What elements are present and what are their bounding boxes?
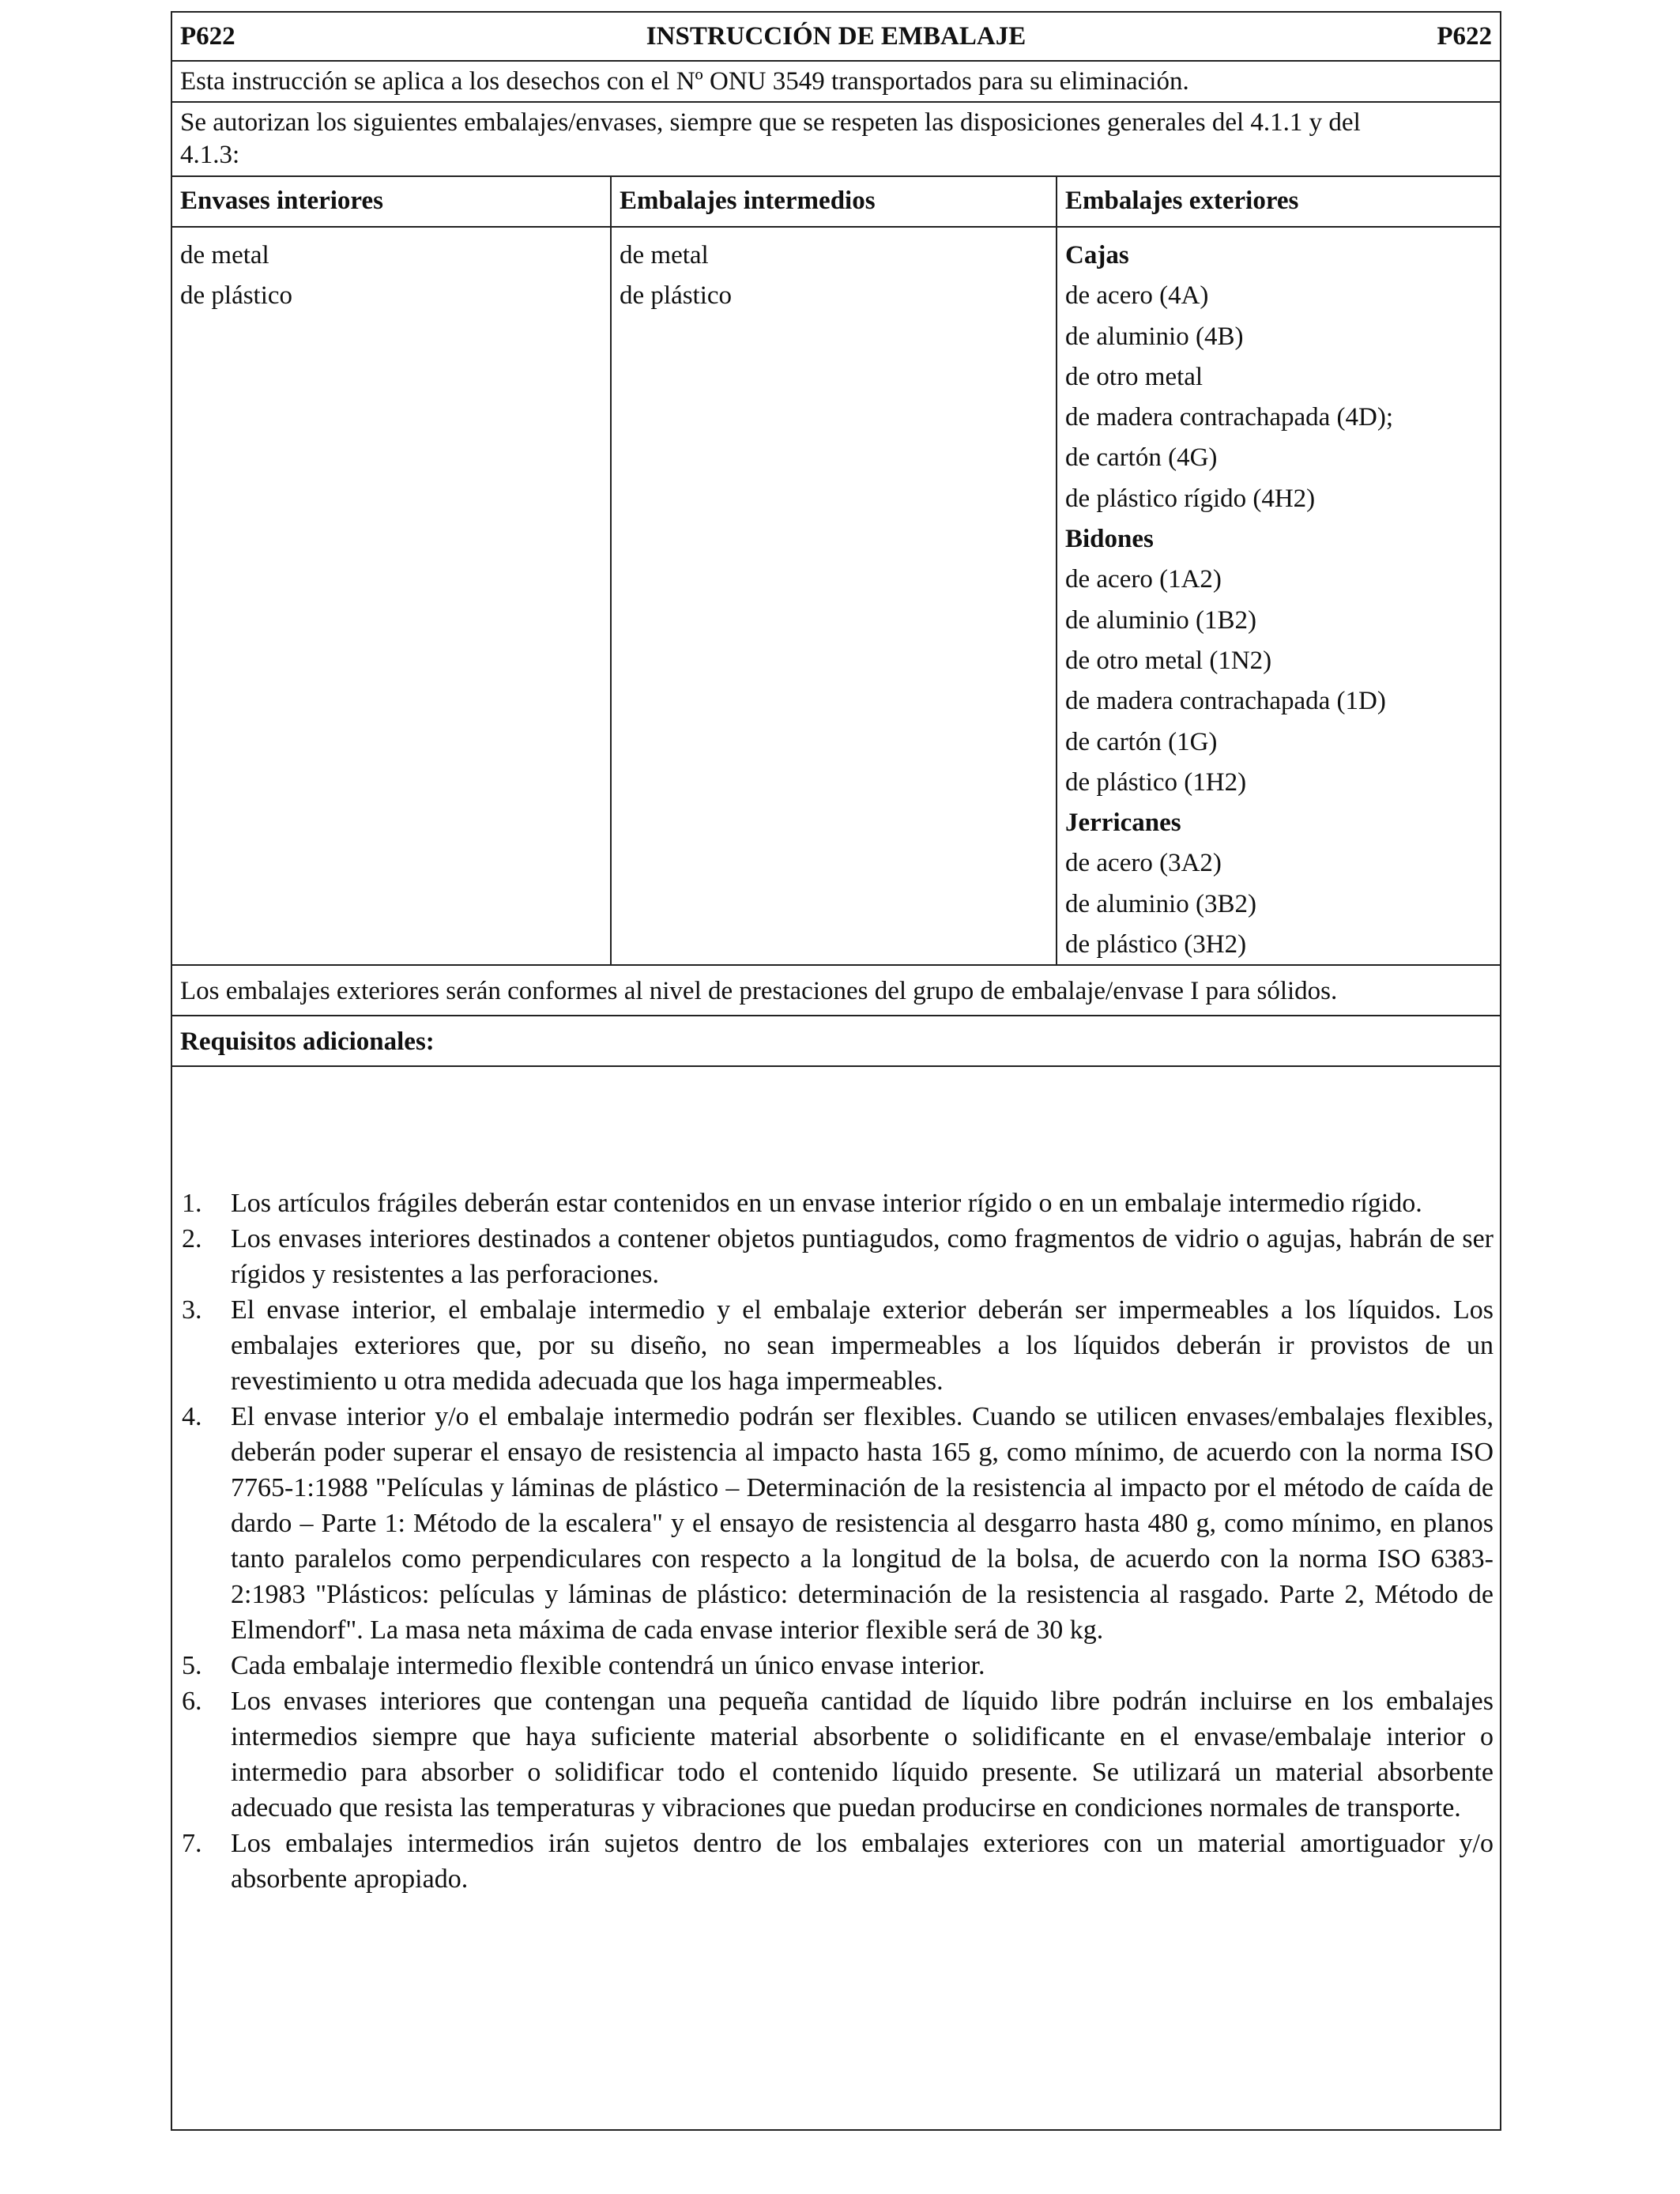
requirement-text: Los envases interiores destinados a contener objetos puntiagudos, como fragmentos de vidrio o agujas, habrán de ser rígidos y resistentes a las perforaciones. (231, 1224, 1494, 1289)
performance-note: Los embalajes exteriores serán conformes al nivel de prestaciones del grupo de embalaje/envase I para sólidos. (180, 977, 1338, 1005)
requirement-item (180, 1221, 1494, 1292)
outer-packaging-item: de cartón (4G) (1065, 443, 1218, 473)
additional-requirements-label: Requisitos adicionales: (180, 1027, 435, 1056)
outer-packaging-item: de otro metal (1065, 362, 1203, 391)
outer-packaging-item: de aluminio (3B2) (1065, 889, 1256, 918)
column-header-inner: Envases interiores (180, 187, 383, 215)
inner-packaging-item: de plástico (180, 281, 293, 311)
performance-row (172, 966, 1500, 1016)
inner-packagings-list (180, 236, 292, 317)
requirement-number: 1. (182, 1189, 202, 1218)
page-title: INSTRUCCIÓN DE EMBALAJE (646, 22, 1026, 51)
header-row (172, 13, 1500, 62)
requirement-item (180, 1683, 1494, 1826)
requirement-text: Los envases interiores que contengan una pequeña cantidad de líquido libre podrán incluirse en los embalajes intermedios siempre que haya suficiente material absorbente o solidificante en el envase/embalaje interior o intermedio para absorber o solidificar todo el contenido líquido presente. Se utilizará un material absorbente adecuado que resista las temperaturas y vibraciones que puedan producirse en condiciones normales de transporte. (231, 1687, 1494, 1823)
outer-packaging-item: de acero (3A2) (1065, 849, 1222, 878)
packagings-row (172, 228, 1500, 966)
additional-requirements-row (172, 1016, 1500, 1067)
outer-packaging-item: de otro metal (1N2) (1065, 646, 1272, 675)
outer-packaging-group-heading: Jerricanes (1065, 809, 1181, 838)
requirement-number: 3. (182, 1295, 202, 1325)
packing-instruction-table (171, 11, 1501, 2131)
instruction-code-right: P622 (1437, 22, 1492, 51)
outer-packaging-item: de aluminio (4B) (1065, 322, 1244, 351)
requirement-item (180, 1826, 1494, 1897)
column-header-cell (612, 177, 1057, 226)
requirement-number: 5. (182, 1651, 202, 1680)
intermediate-packaging-item: de plástico (620, 281, 733, 311)
authorization-text: Se autorizan los siguientes embalajes/envases, siempre que se respeten las disposiciones generales del 4.1.1 y del 4.1.3: (180, 108, 1361, 169)
column-header-cell (172, 177, 612, 226)
outer-packaging-item: de plástico (1H2) (1065, 767, 1247, 797)
authorization-row (172, 103, 1500, 177)
requirement-item (180, 1399, 1494, 1648)
requirement-text: El envase interior y/o el embalaje intermedio podrán ser flexibles. Cuando se utilicen envases/embalajes flexibles, deberán poder superar el ensayo de resistencia al impacto hasta 165 g, como mínimo, de acuerdo con la norma ISO 7765-1:1988 "Películas y láminas de plástico – Determinación de la resistencia al impacto por el método de caída de dardo – Parte 1: Método de la escalera" y el ensayo de resistencia al desgarro hasta 480 g, como mínimo, en planos tanto paralelos como perpendiculares con respecto a la longitud de la bolsa, de acuerdo con la norma ISO 6383-2:1983 "Plásticos: películas y láminas de plástico: determinación de la resistencia al rasgado. Parte 2, Método de Elmendorf". La masa neta máxima de cada envase interior flexible será de 30 kg. (231, 1402, 1494, 1645)
instruction-code-left: P622 (180, 22, 235, 51)
intermediate-packagings-list (620, 236, 732, 317)
outer-packaging-item: de cartón (1G) (1065, 727, 1218, 756)
outer-packaging-item: de acero (4A) (1065, 281, 1209, 311)
requirement-number: 2. (182, 1224, 202, 1253)
column-header-cell (1057, 177, 1500, 226)
outer-packaging-item: de plástico rígido (4H2) (1065, 484, 1316, 513)
requirement-item (180, 1186, 1494, 1221)
requirement-number: 6. (182, 1687, 202, 1716)
requirements-list (180, 1186, 1494, 1897)
requirement-item (180, 1292, 1494, 1399)
requirements-cell (172, 1067, 1500, 2129)
applies-row (172, 62, 1500, 103)
intermediate-packaging-item: de metal (620, 241, 709, 270)
outer-packagings-list (1065, 236, 1393, 965)
outer-packaging-item: de plástico (3H2) (1065, 930, 1247, 959)
outer-packaging-item: de madera contrachapada (1D) (1065, 687, 1386, 716)
outer-packaging-item: de madera contrachapada (4D); (1065, 403, 1394, 432)
requirement-text: Cada embalaje intermedio flexible contendrá un único envase interior. (231, 1651, 985, 1680)
outer-packaging-item: de aluminio (1B2) (1065, 605, 1256, 635)
column-header-outer: Embalajes exteriores (1065, 187, 1299, 215)
outer-packagings-cell (1057, 228, 1500, 964)
outer-packaging-item: de acero (1A2) (1065, 565, 1222, 594)
requirement-number: 7. (182, 1829, 202, 1858)
outer-packaging-group-heading: Bidones (1065, 525, 1154, 554)
column-headers-row (172, 177, 1500, 228)
requirement-number: 4. (182, 1402, 202, 1431)
column-header-intermediate: Embalajes intermedios (620, 187, 876, 215)
inner-packagings-cell (172, 228, 612, 964)
requirement-text: Los artículos frágiles deberán estar contenidos en un envase interior rígido o en un embalaje intermedio rígido. (231, 1189, 1422, 1218)
applies-to-text: Esta instrucción se aplica a los desechos con el Nº ONU 3549 transportados para su eliminación. (180, 67, 1189, 96)
requirement-item (180, 1648, 1494, 1683)
requirement-text: Los embalajes intermedios irán sujetos dentro de los embalajes exteriores con un material amortiguador y/o absorbente apropiado. (231, 1829, 1494, 1894)
inner-packaging-item: de metal (180, 241, 269, 270)
intermediate-packagings-cell (612, 228, 1057, 964)
outer-packaging-group-heading: Cajas (1065, 241, 1129, 270)
requirement-text: El envase interior, el embalaje intermedio y el embalaje exterior deberán ser impermeables a los líquidos. Los embalajes exteriores que, por su diseño, no sean impermeables a los líquidos deberán ir provistos de un revestimiento u otra medida adecuada que los haga impermeables. (231, 1295, 1494, 1396)
